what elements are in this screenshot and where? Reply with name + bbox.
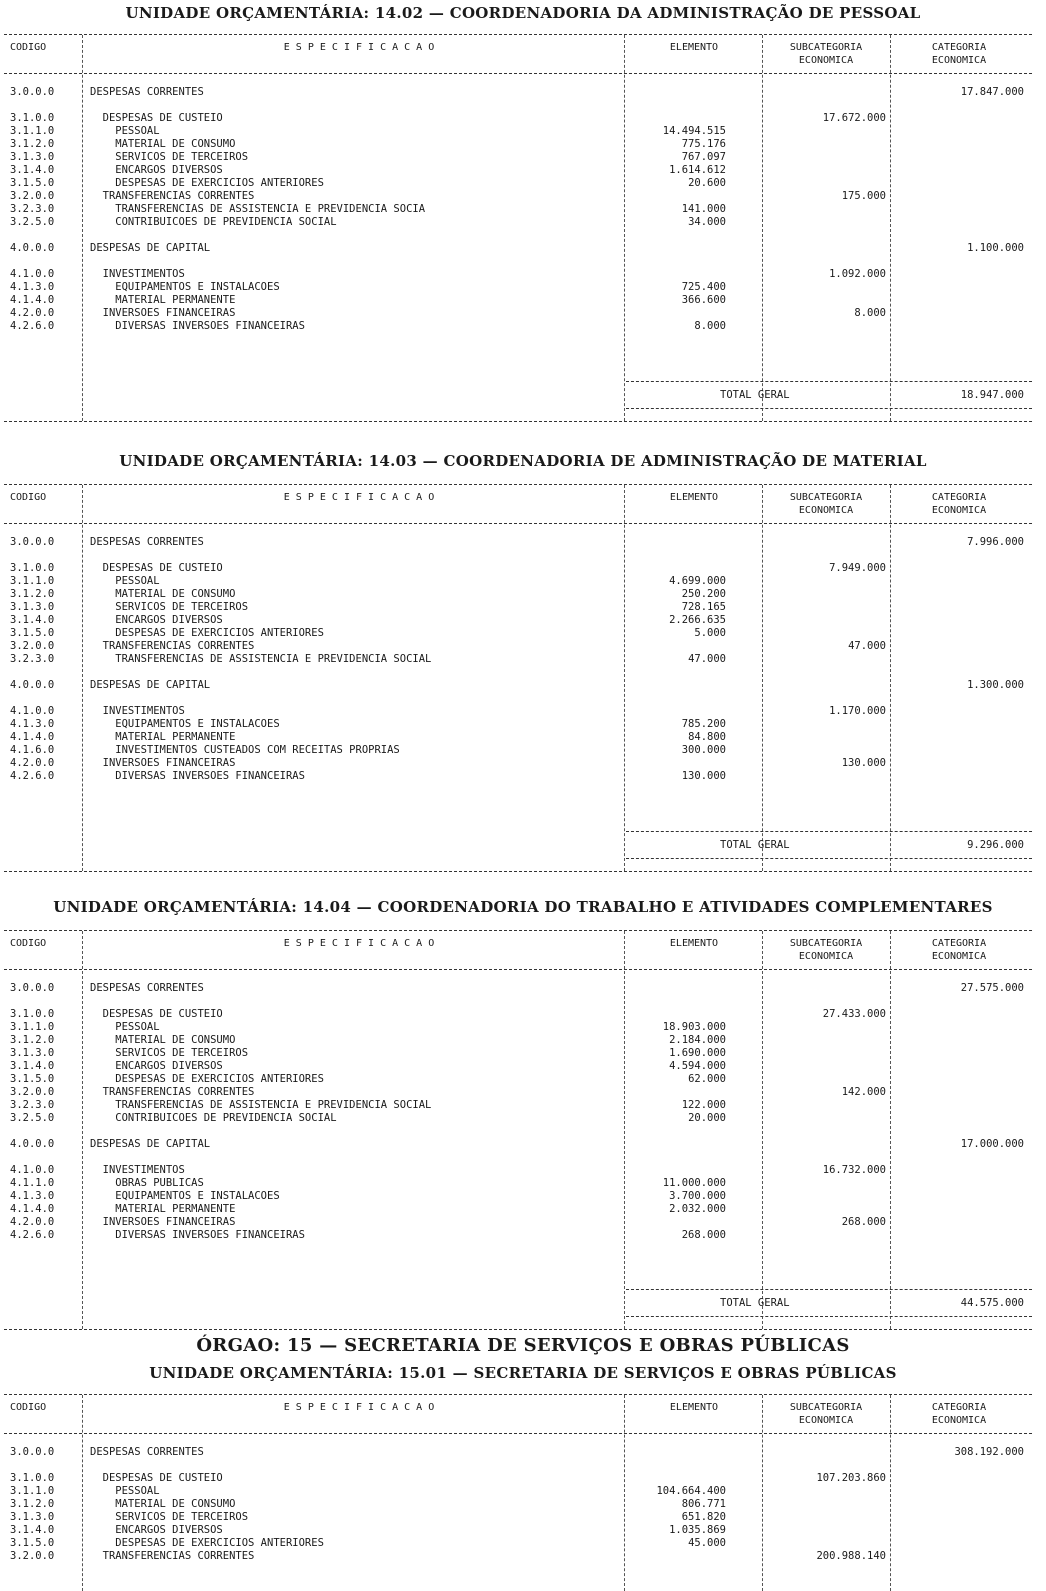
row-spec: DESPESAS CORRENTES xyxy=(90,1446,204,1458)
table-row xyxy=(4,653,1032,666)
row-code: 3.1.0.0 xyxy=(10,562,55,574)
row-spec: MATERIAL DE CONSUMO xyxy=(90,588,236,600)
row-spec: MATERIAL PERMANENTE xyxy=(90,294,236,306)
row-spec: DESPESAS DE CAPITAL xyxy=(90,242,211,254)
table-row xyxy=(4,190,1032,203)
row-spec: INVESTIMENTOS xyxy=(90,1164,185,1176)
table-row xyxy=(4,1047,1032,1060)
row-categoria: 1.300.000 xyxy=(967,679,1024,691)
row-code: 3.2.0.0 xyxy=(10,190,55,202)
row-code: 3.2.3.0 xyxy=(10,1099,55,1111)
table-row xyxy=(4,1177,1032,1190)
table-row xyxy=(4,1151,1032,1164)
table-header xyxy=(4,931,1032,970)
row-code: 4.1.1.0 xyxy=(10,1177,55,1189)
table-row xyxy=(4,99,1032,112)
row-elemento: 785.200 xyxy=(681,718,726,730)
row-elemento: 8.000 xyxy=(694,320,726,332)
table-row xyxy=(4,1021,1032,1034)
section-title: UNIDADE ORÇAMENTÁRIA: 14.03 — COORDENADORIA DE ADMINISTRAÇÃO DE MATERIAL xyxy=(119,452,927,470)
table-row xyxy=(4,138,1032,151)
row-code: 3.0.0.0 xyxy=(10,1446,55,1458)
row-code: 4.1.3.0 xyxy=(10,1190,55,1202)
row-spec: OBRAS PUBLICAS xyxy=(90,1177,204,1189)
header-codigo: CODIGO xyxy=(10,492,47,503)
table-row xyxy=(4,1125,1032,1138)
header-elemento: ELEMENTO xyxy=(669,42,719,53)
row-spec: TRANSFERENCIAS CORRENTES xyxy=(90,190,255,202)
table-row xyxy=(4,1138,1032,1151)
table-row xyxy=(4,744,1032,757)
row-elemento: 11.000.000 xyxy=(662,1177,726,1189)
table-row xyxy=(4,982,1032,995)
row-elemento: 250.200 xyxy=(681,588,726,600)
table-row xyxy=(4,242,1032,255)
total-label: TOTAL GERAL xyxy=(720,1297,790,1309)
table-row xyxy=(4,666,1032,679)
row-spec: MATERIAL DE CONSUMO xyxy=(90,138,236,150)
header-especificacao: E S P E C I F I C A C A O xyxy=(283,42,435,53)
budget-table xyxy=(4,34,1032,422)
row-code: 4.1.0.0 xyxy=(10,1164,55,1176)
row-subcategoria: 142.000 xyxy=(841,1086,886,1098)
row-spec: DESPESAS DE CUSTEIO xyxy=(90,1472,223,1484)
total-label: TOTAL GERAL xyxy=(720,839,790,851)
row-code: 3.1.4.0 xyxy=(10,164,55,176)
row-code: 3.2.5.0 xyxy=(10,216,55,228)
row-code: 3.0.0.0 xyxy=(10,86,55,98)
section-title: UNIDADE ORÇAMENTÁRIA: 15.01 — SECRETARIA DE SERVIÇOS E OBRAS PÚBLICAS xyxy=(149,1364,897,1382)
row-categoria: 17.000.000 xyxy=(960,1138,1024,1150)
row-elemento: 1.614.612 xyxy=(669,164,726,176)
section-title: UNIDADE ORÇAMENTÁRIA: 14.02 — COORDENADORIA DA ADMINISTRAÇÃO DE PESSOAL xyxy=(125,4,921,22)
table-body xyxy=(4,524,1032,783)
row-spec: DESPESAS CORRENTES xyxy=(90,86,204,98)
header-categoria: CATEGORIA ECONOMICA xyxy=(931,492,987,516)
table-row xyxy=(4,203,1032,216)
row-code: 3.1.0.0 xyxy=(10,112,55,124)
row-code: 4.2.0.0 xyxy=(10,307,55,319)
row-spec: DESPESAS DE CUSTEIO xyxy=(90,562,223,574)
row-code: 3.1.0.0 xyxy=(10,1008,55,1020)
row-elemento: 4.699.000 xyxy=(669,575,726,587)
header-especificacao: E S P E C I F I C A C A O xyxy=(283,938,435,949)
row-code: 3.1.3.0 xyxy=(10,151,55,163)
row-elemento: 14.494.515 xyxy=(662,125,726,137)
table-row xyxy=(4,294,1032,307)
row-elemento: 2.266.635 xyxy=(669,614,726,626)
table-row xyxy=(4,1164,1032,1177)
table-row xyxy=(4,1550,1032,1563)
row-code: 4.1.0.0 xyxy=(10,268,55,280)
budget-table xyxy=(4,1394,1032,1591)
header-especificacao: E S P E C I F I C A C A O xyxy=(283,1402,435,1413)
table-body xyxy=(4,1434,1032,1563)
row-elemento: 5.000 xyxy=(694,627,726,639)
row-elemento: 122.000 xyxy=(681,1099,726,1111)
row-elemento: 4.594.000 xyxy=(669,1060,726,1072)
row-spec: DESPESAS DE CAPITAL xyxy=(90,1138,211,1150)
table-row xyxy=(4,1099,1032,1112)
row-elemento: 20.000 xyxy=(688,1112,726,1124)
row-spec: MATERIAL PERMANENTE xyxy=(90,731,236,743)
table-row xyxy=(4,151,1032,164)
table-row xyxy=(4,229,1032,242)
table-row xyxy=(4,268,1032,281)
row-spec: TRANSFERENCIAS DE ASSISTENCIA E PREVIDENCIA SOCIAL xyxy=(90,653,432,665)
table-row xyxy=(4,1459,1032,1472)
row-code: 4.0.0.0 xyxy=(10,679,55,691)
table-row xyxy=(4,255,1032,268)
table-row xyxy=(4,1190,1032,1203)
row-subcategoria: 268.000 xyxy=(841,1216,886,1228)
row-spec: SERVICOS DE TERCEIROS xyxy=(90,601,249,613)
row-subcategoria: 1.170.000 xyxy=(829,705,886,717)
row-spec: PESSOAL xyxy=(90,125,160,137)
row-subcategoria: 200.988.140 xyxy=(816,1550,886,1562)
row-subcategoria: 8.000 xyxy=(854,307,886,319)
table-row xyxy=(4,1472,1032,1485)
row-code: 4.1.6.0 xyxy=(10,744,55,756)
row-spec: DIVERSAS INVERSOES FINANCEIRAS xyxy=(90,770,305,782)
row-spec: DIVERSAS INVERSOES FINANCEIRAS xyxy=(90,320,305,332)
row-code: 4.0.0.0 xyxy=(10,242,55,254)
row-spec: MATERIAL PERMANENTE xyxy=(90,1203,236,1215)
row-code: 4.1.3.0 xyxy=(10,281,55,293)
total-value: 9.296.000 xyxy=(967,839,1024,851)
row-spec: ENCARGOS DIVERSOS xyxy=(90,614,223,626)
row-code: 3.1.0.0 xyxy=(10,1472,55,1484)
row-code: 3.2.3.0 xyxy=(10,203,55,215)
table-row xyxy=(4,588,1032,601)
row-spec: INVERSOES FINANCEIRAS xyxy=(90,307,236,319)
table-row xyxy=(4,757,1032,770)
table-row xyxy=(4,1537,1032,1550)
row-categoria: 7.996.000 xyxy=(967,536,1024,548)
header-codigo: CODIGO xyxy=(10,42,47,53)
row-spec: INVERSOES FINANCEIRAS xyxy=(90,757,236,769)
table-row xyxy=(4,1112,1032,1125)
row-spec: EQUIPAMENTOS E INSTALACOES xyxy=(90,1190,280,1202)
row-spec: DESPESAS CORRENTES xyxy=(90,982,204,994)
row-spec: INVESTIMENTOS xyxy=(90,705,185,717)
row-spec: ENCARGOS DIVERSOS xyxy=(90,164,223,176)
row-spec: DESPESAS DE CUSTEIO xyxy=(90,1008,223,1020)
row-categoria: 1.100.000 xyxy=(967,242,1024,254)
row-code: 3.2.0.0 xyxy=(10,640,55,652)
table-row xyxy=(4,320,1032,333)
row-spec: INVERSOES FINANCEIRAS xyxy=(90,1216,236,1228)
row-code: 3.2.3.0 xyxy=(10,653,55,665)
row-elemento: 366.600 xyxy=(681,294,726,306)
row-elemento: 2.184.000 xyxy=(669,1034,726,1046)
total-label: TOTAL GERAL xyxy=(720,389,790,401)
row-spec: TRANSFERENCIAS CORRENTES xyxy=(90,1550,255,1562)
row-spec: SERVICOS DE TERCEIROS xyxy=(90,1511,249,1523)
row-spec: ENCARGOS DIVERSOS xyxy=(90,1060,223,1072)
row-subcategoria: 16.732.000 xyxy=(822,1164,886,1176)
row-elemento: 45.000 xyxy=(688,1537,726,1549)
row-spec: EQUIPAMENTOS E INSTALACOES xyxy=(90,281,280,293)
table-row xyxy=(4,1498,1032,1511)
header-categoria: CATEGORIA ECONOMICA xyxy=(931,1402,987,1426)
row-code: 4.2.0.0 xyxy=(10,1216,55,1228)
table-row xyxy=(4,1485,1032,1498)
row-subcategoria: 27.433.000 xyxy=(822,1008,886,1020)
table-row xyxy=(4,177,1032,190)
row-code: 3.1.4.0 xyxy=(10,1060,55,1072)
header-subcategoria: SUBCATEGORIA ECONOMICA xyxy=(789,938,863,962)
row-code: 3.1.2.0 xyxy=(10,138,55,150)
table-row xyxy=(4,692,1032,705)
row-elemento: 18.903.000 xyxy=(662,1021,726,1033)
row-code: 3.2.0.0 xyxy=(10,1550,55,1562)
row-spec: DESPESAS DE CAPITAL xyxy=(90,679,211,691)
row-elemento: 725.400 xyxy=(681,281,726,293)
row-spec: DESPESAS DE CUSTEIO xyxy=(90,112,223,124)
row-elemento: 20.600 xyxy=(688,177,726,189)
section-title: UNIDADE ORÇAMENTÁRIA: 14.04 — COORDENADORIA DO TRABALHO E ATIVIDADES COMPLEMENTARES xyxy=(53,898,993,916)
table-row xyxy=(4,125,1032,138)
header-subcategoria: SUBCATEGORIA ECONOMICA xyxy=(789,1402,863,1426)
row-code: 4.1.0.0 xyxy=(10,705,55,717)
row-code: 4.2.6.0 xyxy=(10,320,55,332)
row-spec: PESSOAL xyxy=(90,1485,160,1497)
table-row xyxy=(4,1086,1032,1099)
row-code: 4.1.4.0 xyxy=(10,731,55,743)
table-row xyxy=(4,1008,1032,1021)
row-spec: TRANSFERENCIAS DE ASSISTENCIA E PREVIDENCIA SOCIA xyxy=(90,203,426,215)
table-row xyxy=(4,731,1032,744)
row-code: 3.1.4.0 xyxy=(10,614,55,626)
table-row xyxy=(4,1073,1032,1086)
row-code: 3.1.1.0 xyxy=(10,1021,55,1033)
row-spec: INVESTIMENTOS CUSTEADOS COM RECEITAS PROPRIAS xyxy=(90,744,400,756)
row-spec: MATERIAL DE CONSUMO xyxy=(90,1034,236,1046)
budget-table xyxy=(4,484,1032,872)
row-elemento: 84.800 xyxy=(688,731,726,743)
row-code: 3.1.2.0 xyxy=(10,588,55,600)
header-subcategoria: SUBCATEGORIA ECONOMICA xyxy=(789,492,863,516)
row-subcategoria: 17.672.000 xyxy=(822,112,886,124)
row-spec: PESSOAL xyxy=(90,575,160,587)
row-code: 3.1.5.0 xyxy=(10,1537,55,1549)
table-row xyxy=(4,307,1032,320)
table-body xyxy=(4,74,1032,333)
row-spec: SERVICOS DE TERCEIROS xyxy=(90,1047,249,1059)
row-elemento: 47.000 xyxy=(688,653,726,665)
row-code: 3.0.0.0 xyxy=(10,536,55,548)
table-row xyxy=(4,536,1032,549)
table-row xyxy=(4,575,1032,588)
row-code: 3.2.5.0 xyxy=(10,1112,55,1124)
row-code: 3.1.1.0 xyxy=(10,1485,55,1497)
table-row xyxy=(4,640,1032,653)
row-spec: TRANSFERENCIAS CORRENTES xyxy=(90,640,255,652)
row-elemento: 34.000 xyxy=(688,216,726,228)
row-spec: TRANSFERENCIAS CORRENTES xyxy=(90,1086,255,1098)
header-subcategoria: SUBCATEGORIA ECONOMICA xyxy=(789,42,863,66)
table-row xyxy=(4,1446,1032,1459)
table-row xyxy=(4,1034,1032,1047)
row-spec: DESPESAS DE EXERCICIOS ANTERIORES xyxy=(90,1073,324,1085)
row-subcategoria: 47.000 xyxy=(848,640,886,652)
row-code: 4.1.4.0 xyxy=(10,1203,55,1215)
row-elemento: 141.000 xyxy=(681,203,726,215)
table-row xyxy=(4,1216,1032,1229)
row-code: 3.1.1.0 xyxy=(10,125,55,137)
row-elemento: 806.771 xyxy=(681,1498,726,1510)
row-spec: CONTRIBUICOES DE PREVIDENCIA SOCIAL xyxy=(90,1112,337,1124)
row-code: 3.0.0.0 xyxy=(10,982,55,994)
row-spec: DESPESAS DE EXERCICIOS ANTERIORES xyxy=(90,177,324,189)
row-spec: PESSOAL xyxy=(90,1021,160,1033)
row-spec: DESPESAS DE EXERCICIOS ANTERIORES xyxy=(90,627,324,639)
header-elemento: ELEMENTO xyxy=(669,938,719,949)
row-elemento: 2.032.000 xyxy=(669,1203,726,1215)
row-code: 3.1.5.0 xyxy=(10,177,55,189)
header-codigo: CODIGO xyxy=(10,938,47,949)
row-code: 3.1.4.0 xyxy=(10,1524,55,1536)
header-especificacao: E S P E C I F I C A C A O xyxy=(283,492,435,503)
row-code: 3.2.0.0 xyxy=(10,1086,55,1098)
row-subcategoria: 107.203.860 xyxy=(816,1472,886,1484)
row-elemento: 775.176 xyxy=(681,138,726,150)
row-elemento: 268.000 xyxy=(681,1229,726,1241)
row-elemento: 3.700.000 xyxy=(669,1190,726,1202)
total-geral-box xyxy=(626,1289,1032,1317)
row-subcategoria: 130.000 xyxy=(841,757,886,769)
row-elemento: 104.664.400 xyxy=(656,1485,726,1497)
row-code: 4.2.6.0 xyxy=(10,1229,55,1241)
table-row xyxy=(4,86,1032,99)
table-header xyxy=(4,1395,1032,1434)
header-elemento: ELEMENTO xyxy=(669,1402,719,1413)
header-categoria: CATEGORIA ECONOMICA xyxy=(931,938,987,962)
row-code: 4.2.6.0 xyxy=(10,770,55,782)
row-code: 4.1.3.0 xyxy=(10,718,55,730)
table-row xyxy=(4,627,1032,640)
row-spec: ENCARGOS DIVERSOS xyxy=(90,1524,223,1536)
row-subcategoria: 1.092.000 xyxy=(829,268,886,280)
row-categoria: 308.192.000 xyxy=(954,1446,1024,1458)
table-header xyxy=(4,35,1032,74)
row-spec: EQUIPAMENTOS E INSTALACOES xyxy=(90,718,280,730)
table-row xyxy=(4,164,1032,177)
table-body xyxy=(4,970,1032,1242)
row-code: 4.2.0.0 xyxy=(10,757,55,769)
table-row xyxy=(4,1229,1032,1242)
table-row xyxy=(4,679,1032,692)
table-row xyxy=(4,995,1032,1008)
table-row xyxy=(4,281,1032,294)
table-row xyxy=(4,705,1032,718)
row-spec: DESPESAS CORRENTES xyxy=(90,536,204,548)
row-code: 3.1.2.0 xyxy=(10,1034,55,1046)
row-elemento: 1.035.869 xyxy=(669,1524,726,1536)
row-elemento: 728.165 xyxy=(681,601,726,613)
header-elemento: ELEMENTO xyxy=(669,492,719,503)
header-categoria: CATEGORIA ECONOMICA xyxy=(931,42,987,66)
row-elemento: 62.000 xyxy=(688,1073,726,1085)
row-code: 3.1.5.0 xyxy=(10,627,55,639)
row-code: 3.1.3.0 xyxy=(10,601,55,613)
row-code: 3.1.1.0 xyxy=(10,575,55,587)
row-code: 3.1.3.0 xyxy=(10,1511,55,1523)
row-subcategoria: 175.000 xyxy=(841,190,886,202)
row-code: 4.1.4.0 xyxy=(10,294,55,306)
total-value: 18.947.000 xyxy=(960,389,1024,401)
table-row xyxy=(4,1060,1032,1073)
row-code: 4.0.0.0 xyxy=(10,1138,55,1150)
table-row xyxy=(4,1511,1032,1524)
total-geral-box xyxy=(626,831,1032,859)
table-row xyxy=(4,1524,1032,1537)
total-value: 44.575.000 xyxy=(960,1297,1024,1309)
table-row xyxy=(4,718,1032,731)
table-row xyxy=(4,216,1032,229)
header-codigo: CODIGO xyxy=(10,1402,47,1413)
row-spec: DESPESAS DE EXERCICIOS ANTERIORES xyxy=(90,1537,324,1549)
table-row xyxy=(4,770,1032,783)
row-spec: TRANSFERENCIAS DE ASSISTENCIA E PREVIDENCIA SOCIAL xyxy=(90,1099,432,1111)
row-spec: DIVERSAS INVERSOES FINANCEIRAS xyxy=(90,1229,305,1241)
orgao-title: ÓRGAO: 15 — SECRETARIA DE SERVIÇOS E OBRAS PÚBLICAS xyxy=(196,1335,850,1356)
row-elemento: 651.820 xyxy=(681,1511,726,1523)
row-elemento: 767.097 xyxy=(681,151,726,163)
table-row xyxy=(4,614,1032,627)
row-categoria: 27.575.000 xyxy=(960,982,1024,994)
row-spec: CONTRIBUICOES DE PREVIDENCIA SOCIAL xyxy=(90,216,337,228)
total-geral-box xyxy=(626,381,1032,409)
table-header xyxy=(4,485,1032,524)
row-spec: SERVICOS DE TERCEIROS xyxy=(90,151,249,163)
table-row xyxy=(4,601,1032,614)
row-elemento: 1.690.000 xyxy=(669,1047,726,1059)
row-spec: MATERIAL DE CONSUMO xyxy=(90,1498,236,1510)
row-code: 3.1.2.0 xyxy=(10,1498,55,1510)
table-row xyxy=(4,112,1032,125)
table-row xyxy=(4,562,1032,575)
row-subcategoria: 7.949.000 xyxy=(829,562,886,574)
row-spec: INVESTIMENTOS xyxy=(90,268,185,280)
table-row xyxy=(4,549,1032,562)
row-code: 3.1.5.0 xyxy=(10,1073,55,1085)
budget-table xyxy=(4,930,1032,1330)
row-elemento: 130.000 xyxy=(681,770,726,782)
row-categoria: 17.847.000 xyxy=(960,86,1024,98)
row-elemento: 300.000 xyxy=(681,744,726,756)
table-row xyxy=(4,1203,1032,1216)
row-code: 3.1.3.0 xyxy=(10,1047,55,1059)
